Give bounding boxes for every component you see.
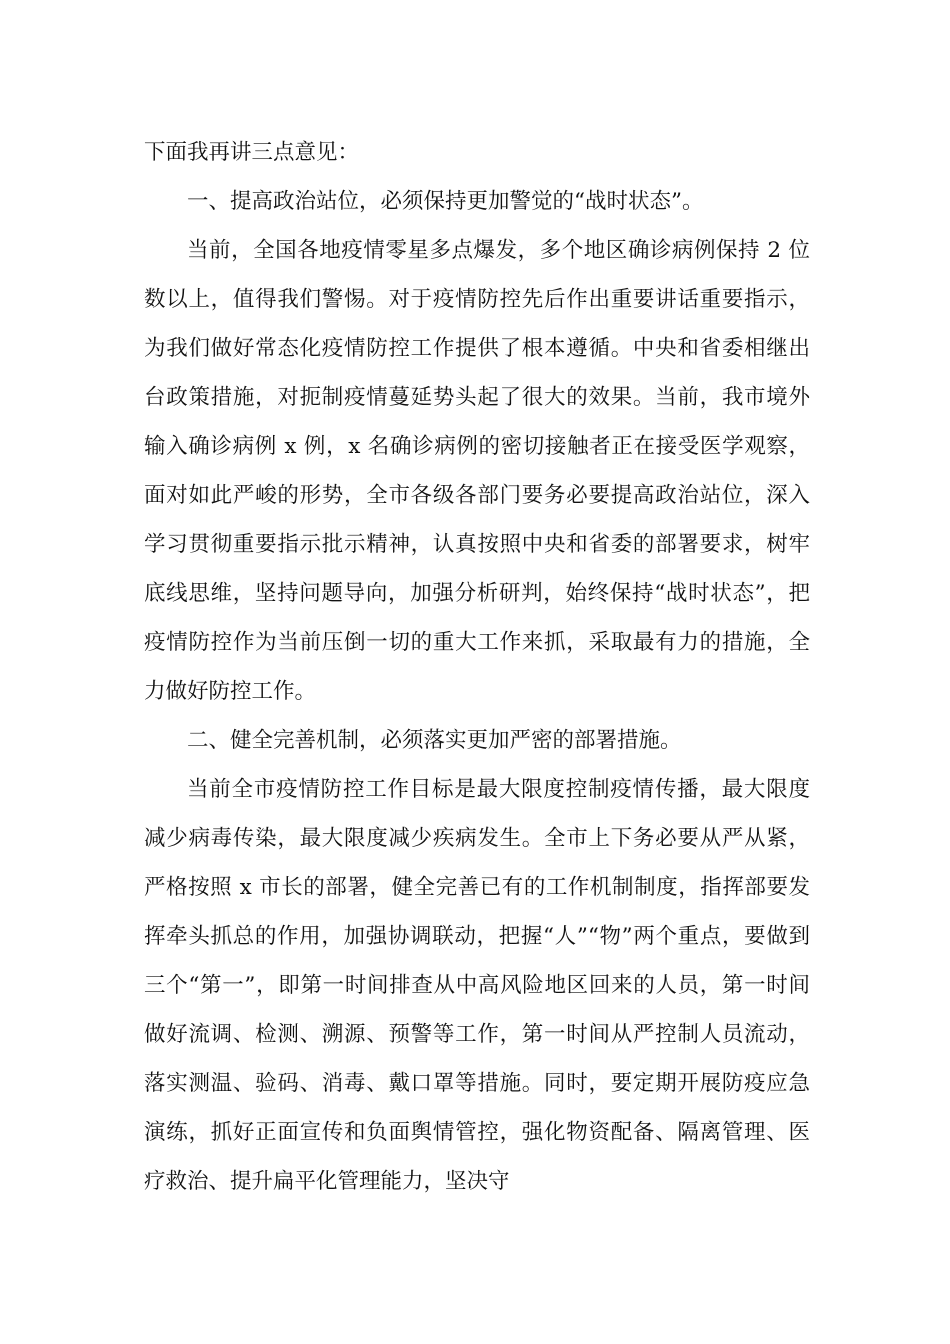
section-heading-2: 二、健全完善机制，必须落实更加严密的部署措施。 — [187, 728, 682, 753]
body-paragraph-1: 当前，全国各地疫情零星多点爆发，多个地区确诊病例保持 2 位数以上，值得我们警惕。对于疫情防控先后作出重要讲话重要指示，为我们做好常态化疫情防控工作提供了根本遵循。中央和省委相继出台政策措施，对扼制疫情蔓延势头起了很大的效果。当前，我市境外输入确诊病例 x 例，x 名确诊病例的密切接触者正在接受医学观察，面对如此严峻的形势，全市各级各部门要务必要提高政治站位，深入学习贯彻重要指示批示精神，认真按照中央和省委的部署要求，树牢底线思维，坚持问题导向，加强分析研判，始终保持“战时状态”，把疫情防控作为当前压倒一切的重大工作来抓，采取最有力的措施，全力做好防控工作。 — [144, 238, 810, 704]
document-body — [144, 128, 810, 1206]
section-heading-1: 一、提高政治站位，必须保持更加警觉的“战时状态”。 — [187, 189, 704, 214]
opening-line: 下面我再讲三点意见： — [144, 140, 360, 165]
body-paragraph-2: 当前全市疫情防控工作目标是最大限度控制疫情传播，最大限度减少病毒传染，最大限度减少疾病发生。全市上下务必要从严从紧，严格按照 x 市长的部署，健全完善已有的工作机制制度，指挥部要发挥牵头抓总的作用，加强协调联动，把握“人”“物”两个重点，要做到三个“第一”，即第一时间排查从中高风险地区回来的人员，第一时间做好流调、检测、溯源、预警等工作，第一时间从严控制人员流动，落实测温、验码、消毒、戴口罩等措施。同时，要定期开展防疫应急演练，抓好正面宣传和负面舆情管控，强化物资配备、隔离管理、医疗救治、提升扁平化管理能力，坚决守 — [144, 777, 810, 1194]
